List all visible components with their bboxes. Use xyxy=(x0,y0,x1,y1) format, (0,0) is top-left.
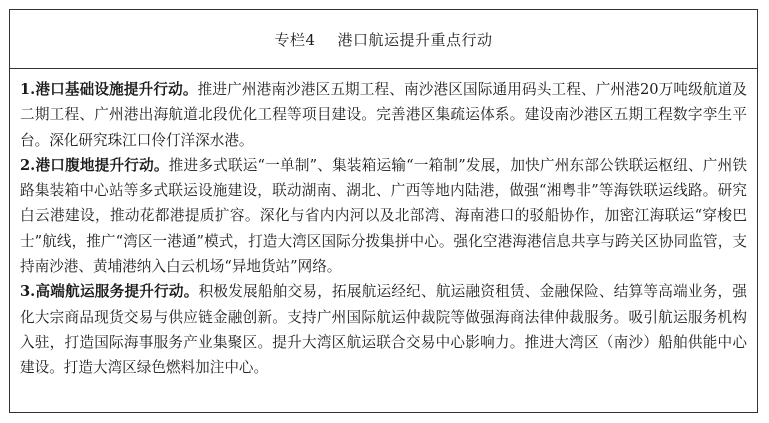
item-text: 积极发展船舶交易，拓展航运经纪、航运融资租赁、金融保险、结算等高端业务，强化大宗商品现货交易与供应链金融创新。支持广州国际航运仲裁院等做强海商法律仲裁服务。吸引航运服务机构入驻，打造国际海事服务产业集聚区。提升大湾区航运联合交易中心影响力。推进大湾区（南沙）船舶供能中心建设。打造大湾区绿色燃料加注中心。 xyxy=(20,283,747,377)
box-content xyxy=(10,69,757,381)
item-number: 3. xyxy=(20,283,36,301)
item-title: 港口基础设施提升行动。 xyxy=(35,81,198,98)
column-title: 港口航运提升重点行动 xyxy=(337,30,493,49)
box-header xyxy=(10,10,757,69)
action-item-2 xyxy=(20,153,747,279)
column-label: 专栏4 xyxy=(274,30,316,49)
action-item-3 xyxy=(20,279,747,380)
item-title: 高端航运服务提升行动。 xyxy=(35,283,199,301)
item-number: 1. xyxy=(20,81,36,98)
action-item-1 xyxy=(20,77,747,153)
item-text: 推进多式联运“一单制”、集装箱运输“一箱制”发展，加快广州东部公铁联运枢纽、广州铁路集装箱中心站等多式联运设施建设，联动湖南、湖北、广西等地内陆港，做强“湘粤非”等海铁联运线路。研究白云港建设，推动花都港提质扩容。深化与省内内河以及北部湾、海南港口的驳船协作，加密江海联运“穿梭巴士”航线，推广“湾区一港通”模式，打造大湾区国际分拨集拼中心。强化空港海港信息共享与跨关区协同监管，支持南沙港、黄埔港纳入白云机场“异地货站”网络。 xyxy=(20,156,747,276)
feature-box xyxy=(9,9,758,413)
item-title: 港口腹地提升行动。 xyxy=(35,156,169,174)
item-number: 2. xyxy=(20,156,36,174)
item-text: 推进广州港南沙港区五期工程、南沙港区国际通用码头工程、广州港20万吨级航道及二期工程、广州港出海航道北段优化工程等项目建设。完善港区集疏运体系。建设南沙港区五期工程数字孪生平台。深化研究珠江口伶仃洋深水港。 xyxy=(20,81,747,149)
